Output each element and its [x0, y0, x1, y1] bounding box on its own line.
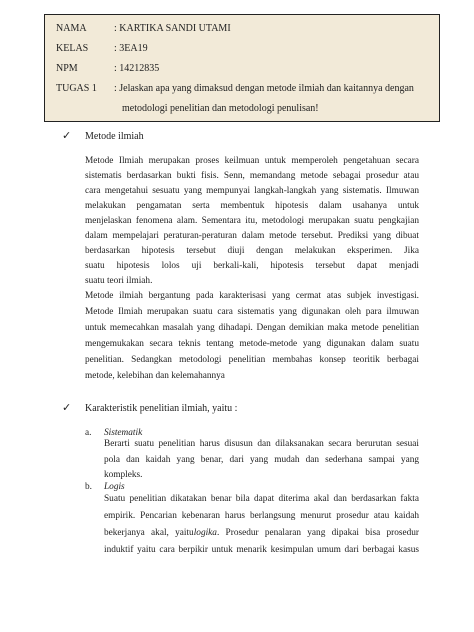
- npm-label: NPM: [56, 63, 78, 74]
- paragraph-line: cara mengetahui sesuatu yang mempunyai langkah-langkah yang sistematis. Ilmuwan: [85, 186, 419, 196]
- list-item-line: kompleks.: [104, 470, 143, 480]
- task-label: TUGAS 1: [56, 83, 97, 94]
- paragraph-line: mengemukakan secara teknis tentang metode-metode yang digunakan dalam suatu: [85, 339, 419, 349]
- list-item-line: Berarti suatu penelitian harus disusun dan dilaksanakan secara berurutan sesuai: [104, 439, 419, 449]
- npm-value: : 14212835: [114, 63, 160, 74]
- checkmark-icon: ✓: [62, 402, 72, 414]
- italic-term-logika: logika: [193, 528, 217, 538]
- paragraph-line: berdasarkan hipotesis tersebut diuji dengan melakukan eksperimen. Jika: [85, 246, 419, 256]
- paragraph-line: sistematis berdasarkan bukti fisis. Senn, memandang metode sebagai prosedur atau: [85, 171, 419, 181]
- class-label: KELAS: [56, 43, 89, 54]
- paragraph-line: Metode ilmiah bergantung pada karakterisasi yang cermat atas subjek investigasi.: [85, 291, 419, 301]
- student-info-box: [44, 14, 440, 122]
- paragraph-line: menjelaskan fenomena alam. Sementara itu, metodologi merupakan suatu pengkajian: [85, 216, 419, 226]
- list-item-line: [104, 527, 419, 539]
- class-value: : 3EA19: [114, 43, 148, 54]
- paragraph-line: dalam mempelajari peraturan-peraturan dalam metode tersebut. Prediksi yang dibuat: [85, 231, 419, 241]
- list-item-title-logis: Logis: [104, 482, 125, 492]
- line-text: bekerjanya akal, yaitu: [104, 528, 194, 538]
- list-item-title-sistematik: Sistematik: [104, 428, 143, 438]
- list-item-line: pola dan kaidah yang benar, dari yang mudah dan sederhana sampai yang: [104, 455, 419, 465]
- paragraph-line: penelitian. Sedangkan metodologi penelitian membahas konsep teoritik berbagai: [85, 355, 419, 365]
- task-value-line-1: : Jelaskan apa yang dimaksud dengan metode ilmiah dan kaitannya dengan: [114, 83, 414, 94]
- list-item-line: empirik. Pencarian kebenaran harus berlangsung menurut prosedur atau kaidah: [104, 511, 419, 521]
- list-marker-b: b.: [85, 482, 92, 492]
- task-value-line-2: metodologi penelitian dan metodologi penulisan!: [122, 103, 319, 114]
- line-text: . Prosedur penalaran yang dipakai bisa prosedur: [216, 528, 419, 538]
- paragraph-line: Metode Ilmiah merupakan suatu cara sistematis yang digunakan oleh para ilmuwan: [85, 307, 419, 317]
- section-heading-karakteristik: Karakteristik penelitian ilmiah, yaitu :: [85, 403, 238, 414]
- list-marker-a: a.: [85, 428, 92, 438]
- paragraph-line: suatu teori ilmiah.: [85, 276, 153, 286]
- paragraph-line: untuk memecahkan masalah yang dihadapi. Dengan demikian maka metode penelitian: [85, 323, 419, 333]
- paragraph-line: metode, kelebihan dan kelemahannya: [85, 371, 225, 381]
- paragraph-line: suatu hipotesis lolos uji berkali-kali, hipotesis tersebut dapat menjadi: [85, 261, 419, 271]
- paragraph-line: Metode Ilmiah merupakan proses keilmuan untuk memperoleh pengetahuan secara: [85, 156, 419, 166]
- section-heading-metode-ilmiah: Metode ilmiah: [85, 131, 144, 142]
- list-item-line: Suatu penelitian dikatakan benar bila dapat diterima akal dan berdasarkan fakta: [104, 494, 419, 504]
- checkmark-icon: ✓: [62, 130, 72, 142]
- name-label: NAMA: [56, 23, 87, 34]
- name-value: : KARTIKA SANDI UTAMI: [114, 23, 231, 34]
- paragraph-line: melakukan pengamatan serta membentuk hipotesis dalam usahanya untuk: [85, 201, 419, 211]
- list-item-line: induktif yaitu cara berpikir untuk menarik kesimpulan umum dari berbagai kasus: [104, 545, 419, 555]
